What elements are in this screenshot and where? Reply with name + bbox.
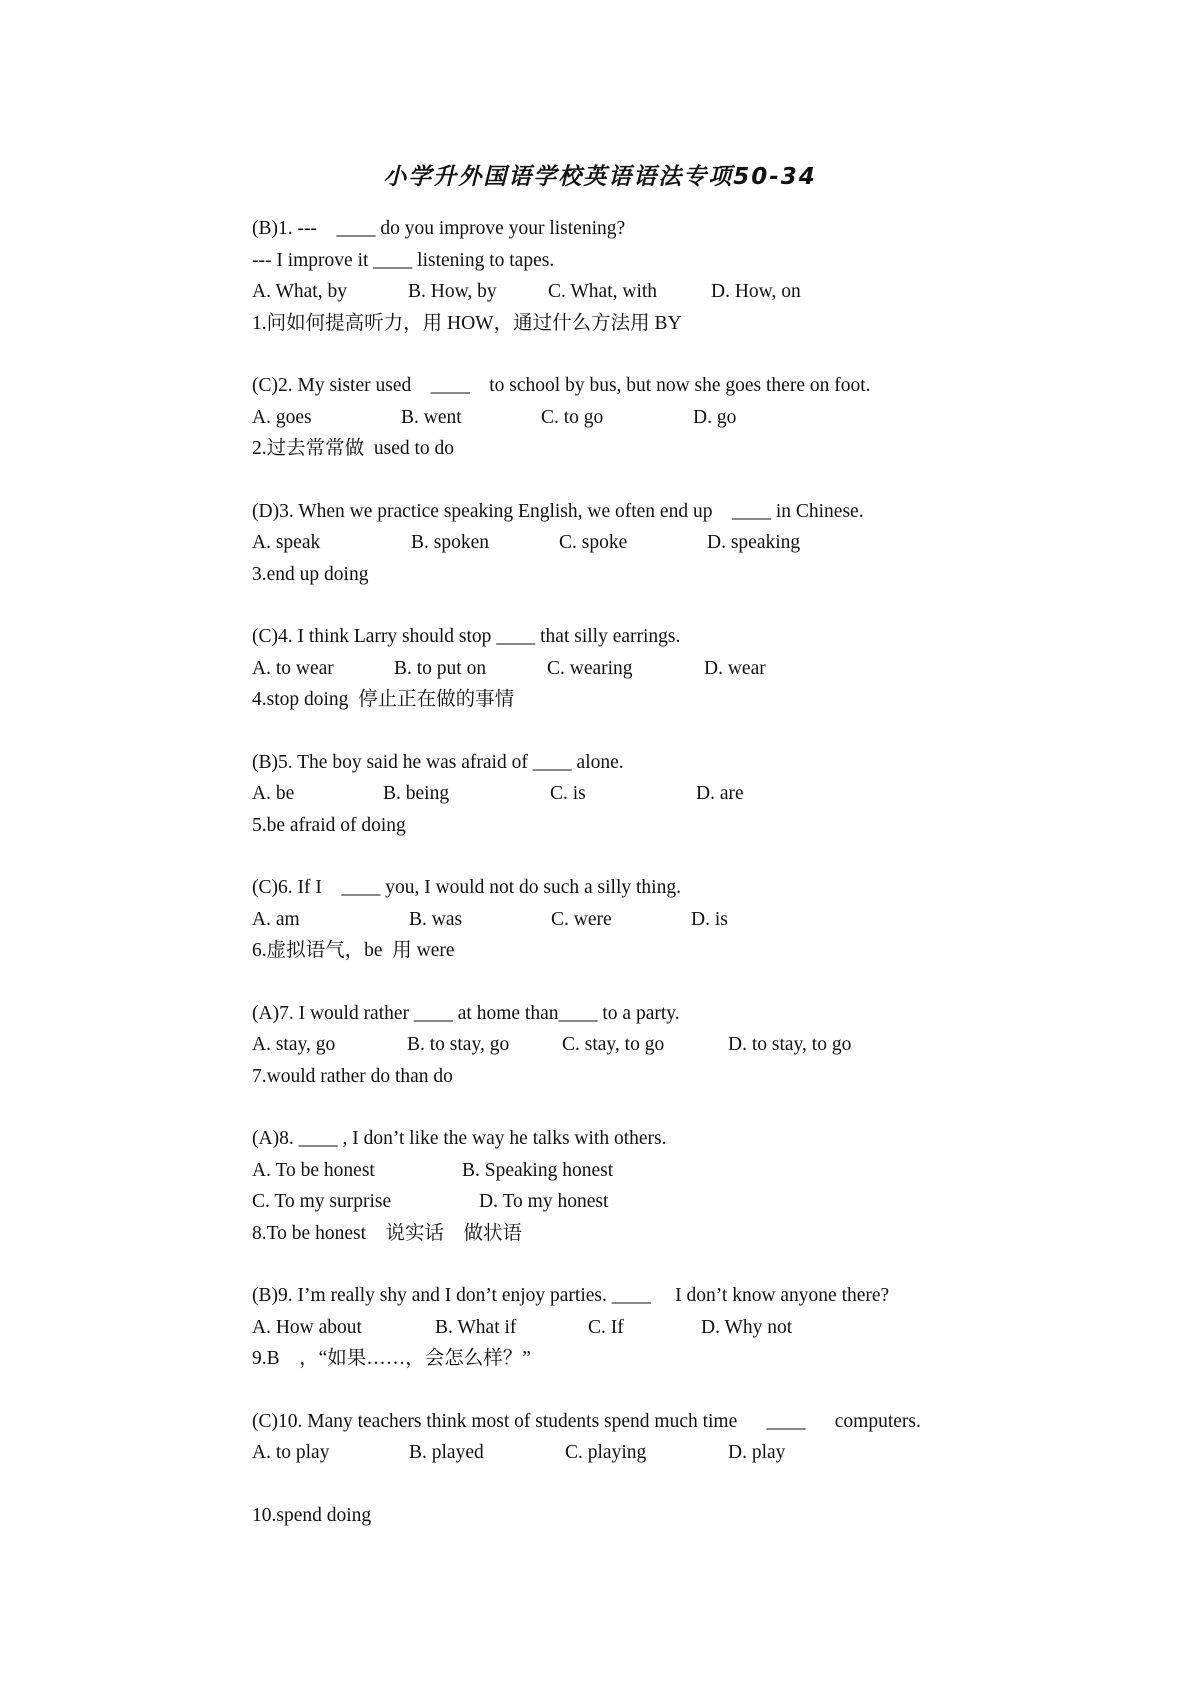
options-row <box>252 904 1052 936</box>
option-b: B. played <box>409 1442 484 1463</box>
option-d: D. play <box>728 1442 786 1463</box>
question-text: (C)4. I think Larry should stop ____ that silly earrings. <box>252 626 681 647</box>
option-c: C. wearing <box>547 657 633 679</box>
answer-note: 4.stop doing 停止正在做的事情 <box>252 689 515 710</box>
options-row <box>252 1029 1052 1061</box>
option-b: B. went <box>401 406 462 428</box>
option-b: B. to put on <box>394 657 487 679</box>
option-b: B. spoken <box>411 532 489 553</box>
option-a: A. be <box>252 783 295 804</box>
options-row <box>252 527 1052 559</box>
option-d: D. is <box>691 908 728 930</box>
question-text: (B)9. I’m really shy and I don’t enjoy parties. ____ I don’t know anyone there? <box>252 1285 890 1306</box>
question-item <box>252 998 1052 1093</box>
answer-note: 8.To be honest 说实话 做状语 <box>252 1222 522 1244</box>
answer-note: 5.be afraid of doing <box>252 814 406 836</box>
question-item <box>252 747 1052 842</box>
option-b: B. was <box>409 908 463 930</box>
question-item <box>252 370 1052 465</box>
option-a: A. am <box>252 908 300 930</box>
option-c: C. If <box>588 1316 624 1338</box>
option-b: B. How, by <box>408 281 497 302</box>
options-row <box>252 1312 1052 1344</box>
option-c: C. To my surprise <box>252 1191 392 1212</box>
option-d: D. Why not <box>701 1316 793 1338</box>
option-a: A. to wear <box>252 657 334 679</box>
option-c: C. spoke <box>559 532 628 553</box>
answer-note: 10.spend doing <box>252 1504 372 1526</box>
option-c: C. were <box>551 908 612 930</box>
option-d: D. to stay, to go <box>728 1034 852 1055</box>
option-a: A. To be honest <box>252 1159 375 1181</box>
question-text: (C)6. If I ____ you, I would not do such a silly thing. <box>252 877 681 898</box>
options-row <box>252 653 1052 685</box>
option-c: C. What, with <box>548 281 658 302</box>
answer-note: 7.would rather do than do <box>252 1065 453 1087</box>
options-row <box>252 276 1052 308</box>
option-b: B. Speaking honest <box>462 1159 614 1181</box>
question-item <box>252 621 1052 716</box>
question-item <box>252 872 1052 967</box>
option-a: A. What, by <box>252 281 347 302</box>
option-c: C. stay, to go <box>562 1034 665 1055</box>
option-d: D. are <box>696 783 744 804</box>
answer-note: 2.过去常常做 used to do <box>252 438 455 459</box>
option-d: D. speaking <box>707 532 801 553</box>
question-item <box>252 1123 1052 1249</box>
question-item <box>252 496 1052 591</box>
option-d: D. How, on <box>711 281 801 302</box>
option-c: C. playing <box>565 1442 647 1463</box>
question-item <box>252 1280 1052 1375</box>
question-item <box>252 213 1052 339</box>
question-text: (B)5. The boy said he was afraid of ____ alone. <box>252 751 624 773</box>
options-row <box>252 402 1052 434</box>
option-a: A. stay, go <box>252 1034 336 1055</box>
options-row <box>252 1437 1052 1469</box>
option-c: C. is <box>550 783 586 804</box>
question-text: (B)1. --- ____ do you improve your listening? <box>252 218 626 239</box>
answer-note: 9.B ，“如果……，会怎么样？” <box>252 1348 531 1369</box>
question-text: (C)2. My sister used ____ to school by bus, but now she goes there on foot. <box>252 375 871 396</box>
option-b: B. being <box>383 783 450 804</box>
options-row <box>252 1155 1052 1187</box>
option-d: D. wear <box>704 657 766 679</box>
option-a: A. speak <box>252 532 321 553</box>
option-a: A. goes <box>252 406 312 428</box>
options-row <box>252 778 1052 810</box>
answer-note: 1.问如何提高听力，用 HOW，通过什么方法用 BY <box>252 312 682 334</box>
option-b: B. What if <box>435 1316 517 1338</box>
question-list <box>252 213 1052 1562</box>
question-text: (A)7. I would rather ____ at home than____ to a party. <box>252 1002 680 1024</box>
option-b: B. to stay, go <box>407 1034 510 1055</box>
answer-note: 6.虚拟语气，be 用 were <box>252 940 455 961</box>
page-title: 小学升外国语学校英语语法专项50-34 <box>383 164 817 190</box>
answer-note: 3.end up doing <box>252 563 369 585</box>
option-a: A. How about <box>252 1316 362 1338</box>
option-c: C. to go <box>541 406 604 428</box>
question-item <box>252 1406 1052 1532</box>
option-d: D. To my honest <box>479 1191 609 1212</box>
option-d: D. go <box>693 406 737 428</box>
question-text: --- I improve it ____ listening to tapes. <box>252 249 555 271</box>
question-text: (C)10. Many teachers think most of students spend much time ____ computers. <box>252 1410 921 1432</box>
options-row <box>252 1186 1052 1218</box>
question-text: (D)3. When we practice speaking English, we often end up ____ in Chinese. <box>252 500 864 522</box>
option-a: A. to play <box>252 1442 330 1463</box>
question-text: (A)8. ____ , I don’t like the way he talks with others. <box>252 1128 667 1149</box>
